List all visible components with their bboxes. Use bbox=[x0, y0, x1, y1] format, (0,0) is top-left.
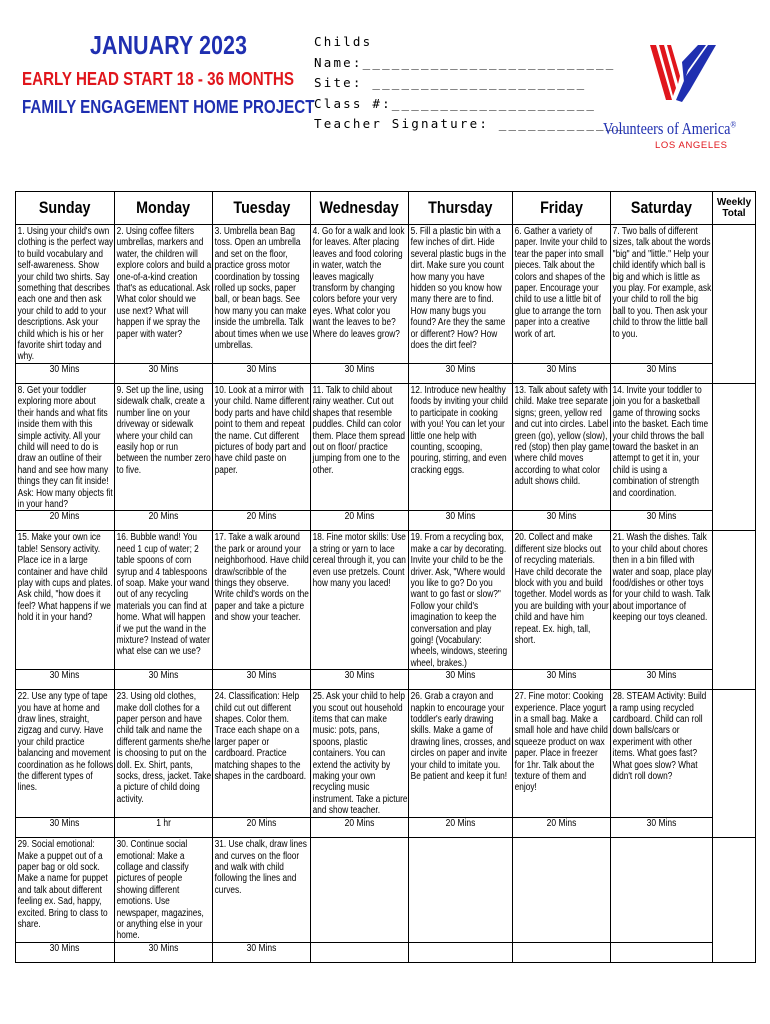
activity-cell bbox=[115, 838, 213, 943]
weekday-header bbox=[16, 192, 115, 225]
activity-text: 26. Grab a crayon and napkin to encourage your toddler's early drawing skills. Make a game of drawing lines, crosses, and circles on paper and invite your child to imitate you. Be patient and keep it fun! bbox=[410, 691, 511, 783]
activity-cell bbox=[311, 838, 409, 943]
activity-cell bbox=[611, 225, 713, 364]
activity-cell bbox=[16, 383, 115, 510]
activity-text: 16. Bubble wand! You need 1 cup of water; 2 table spoons of corn syrup and 4 tablespoons of soap. Make your wand out of any recycling materials you can find at home. What will happen if we put the wand in the mixture? Instead of water what else can we use? bbox=[116, 532, 210, 658]
minutes-label: 30 Mins bbox=[344, 670, 375, 682]
activity-cell bbox=[409, 225, 513, 364]
minutes-cell bbox=[611, 942, 713, 962]
program-subtitle: EARLY HEAD START 18 - 36 MONTHS bbox=[22, 68, 294, 89]
day-name: Saturday bbox=[630, 198, 693, 217]
minutes-cell bbox=[311, 942, 409, 962]
activity-cell bbox=[16, 225, 115, 364]
activity-text: 10. Look at a mirror with your child. Name different body parts and have child point to them and repeat the name. Cut different pictures of body part and have child paste on paper. bbox=[214, 384, 310, 476]
info-line: Site: ______________________ bbox=[314, 75, 587, 90]
minutes-cell bbox=[513, 942, 611, 962]
activity-text: 31. Use chalk, draw lines and curves on the floor and walk with child following the lines and curves. bbox=[214, 839, 307, 896]
minutes-cell bbox=[513, 818, 611, 838]
weekly-total-cell[interactable] bbox=[713, 838, 756, 963]
minutes-cell bbox=[16, 670, 115, 690]
minutes-cell bbox=[311, 363, 409, 383]
minutes-cell bbox=[409, 818, 513, 838]
activity-text: 24. Classification: Help child cut out different shapes. Color them. Trace each shape on a larger paper or cardboard. Practice matching shapes to the shapes in the cardboard. bbox=[214, 691, 307, 783]
minutes-label: 30 Mins bbox=[246, 942, 277, 954]
minutes-row bbox=[16, 942, 756, 962]
activity-row bbox=[16, 531, 756, 670]
day-name: Monday bbox=[136, 198, 191, 217]
page-title: JANUARY 2023 bbox=[90, 30, 248, 60]
calendar-table bbox=[15, 191, 756, 963]
activity-cell bbox=[611, 531, 713, 670]
minutes-label: 30 Mins bbox=[148, 670, 179, 682]
minutes-row bbox=[16, 363, 756, 383]
activity-cell bbox=[16, 838, 115, 943]
activity-text: 27. Fine motor: Cooking experience. Place yogurt in a small bag. Make a small hole and have child squeeze product on wax paper. Place in freezer for 1hr. Talk about the texture of them and enjoy! bbox=[514, 691, 608, 794]
activity-text: 2. Using coffee filters umbrellas, markers and water, the children will explore colors and build a one-of-a-kind creation that's as educational. Ask What color should we use next? What will happen if we spray the paper with water? bbox=[116, 226, 212, 340]
weekday-header-row bbox=[16, 192, 756, 225]
weekday-header bbox=[213, 192, 311, 225]
minutes-label: 30 Mins bbox=[646, 363, 677, 375]
activity-text: 28. STEAM Activity: Build a ramp using recycled cardboard. Child can roll down balls/cars or experiment with other items. What goes fast? What goes slow? What didn't roll down? bbox=[612, 691, 707, 783]
minutes-cell bbox=[213, 818, 311, 838]
activity-cell bbox=[513, 383, 611, 510]
minutes-label: 1 hr bbox=[156, 818, 171, 830]
weekday-header bbox=[409, 192, 513, 225]
minutes-label: 30 Mins bbox=[246, 363, 277, 375]
activity-text: 12. Introduce new healthy foods by inviting your child to participate in cooking with you! You can let your little one help with counting, scooping, pouring, stirring, and even cracking eggs. bbox=[410, 384, 509, 476]
minutes-cell bbox=[611, 818, 713, 838]
minutes-cell bbox=[213, 670, 311, 690]
minutes-label: 20 Mins bbox=[445, 818, 476, 830]
weekday-header bbox=[611, 192, 713, 225]
activity-text: 14. Invite your toddler to join you for a basketball game of throwing socks into the basket. Each time your child throws the ball toward the basket in an attempt to get it in, your child is using a combination of strength and coordination. bbox=[612, 384, 709, 499]
minutes-label: 30 Mins bbox=[50, 363, 80, 375]
activity-cell bbox=[213, 225, 311, 364]
minutes-cell bbox=[16, 942, 115, 962]
minutes-label: 30 Mins bbox=[646, 818, 677, 830]
activity-cell bbox=[409, 690, 513, 818]
minutes-label: 20 Mins bbox=[546, 818, 577, 830]
minutes-label: 30 Mins bbox=[148, 942, 179, 954]
logo-location: LOS ANGELES bbox=[655, 140, 728, 151]
minutes-cell bbox=[115, 670, 213, 690]
activity-cell bbox=[311, 383, 409, 510]
minutes-row bbox=[16, 511, 756, 531]
minutes-cell bbox=[311, 818, 409, 838]
minutes-label: 20 Mins bbox=[246, 511, 277, 523]
activity-cell bbox=[213, 531, 311, 670]
minutes-cell bbox=[16, 818, 115, 838]
activity-cell bbox=[213, 690, 311, 818]
minutes-label: 30 Mins bbox=[148, 363, 179, 375]
minutes-label: 30 Mins bbox=[646, 670, 677, 682]
activity-cell bbox=[311, 531, 409, 670]
minutes-cell bbox=[115, 363, 213, 383]
activity-row bbox=[16, 838, 756, 943]
minutes-label: 20 Mins bbox=[246, 818, 277, 830]
weekly-total-cell[interactable] bbox=[713, 531, 756, 690]
activity-cell bbox=[409, 531, 513, 670]
activity-cell bbox=[213, 838, 311, 943]
activity-row bbox=[16, 690, 756, 818]
activity-cell bbox=[409, 383, 513, 510]
activity-cell bbox=[115, 690, 213, 818]
activity-cell bbox=[611, 690, 713, 818]
activity-cell bbox=[409, 838, 513, 943]
minutes-label: 30 Mins bbox=[445, 670, 476, 682]
activity-cell bbox=[16, 690, 115, 818]
minutes-label: 30 Mins bbox=[50, 670, 80, 682]
weekly-total-cell[interactable] bbox=[713, 690, 756, 838]
minutes-cell bbox=[213, 942, 311, 962]
activity-text: 8. Get your toddler exploring more about their hands and what fits inside them with this simple activity. All your child will need to do is draw an outline of their hand and see how many things they can fit inside! Ask: How many objects fit in your hand? bbox=[17, 384, 113, 510]
activity-cell bbox=[513, 690, 611, 818]
weekday-header bbox=[311, 192, 409, 225]
minutes-label: 30 Mins bbox=[546, 363, 577, 375]
minutes-cell bbox=[213, 511, 311, 531]
activity-text: 18. Fine motor skills: Use a string or yarn to lace cereal through it, you can even use pretzels. Count how many you laced! bbox=[312, 532, 406, 589]
minutes-label: 30 Mins bbox=[246, 670, 277, 682]
day-name: Wednesday bbox=[319, 198, 400, 217]
activity-text: 19. From a recycling box, make a car by decorating. Invite your child to be the driver. Ask, "Where would you like to go? Do you want to go fast or slow?" Follow your child's imagination to keep the conversation and play going! (Vocabulary: wheels, windows, steering wheel, brakes.) bbox=[410, 532, 508, 669]
minutes-label: 30 Mins bbox=[546, 511, 577, 523]
minutes-label: 30 Mins bbox=[50, 818, 80, 830]
activity-cell bbox=[611, 838, 713, 943]
day-name: Tuesday bbox=[233, 198, 290, 217]
info-line: Name:__________________________ bbox=[314, 54, 616, 70]
minutes-label: 30 Mins bbox=[546, 670, 577, 682]
activity-text: 11. Talk to child about rainy weather. Cut out shapes that resemble puddles. Child can color them. Place them spread out on floor/ practice jumping from one to the other. bbox=[312, 384, 405, 476]
minutes-cell bbox=[213, 363, 311, 383]
activity-cell bbox=[611, 383, 713, 510]
minutes-cell bbox=[115, 818, 213, 838]
day-name: Friday bbox=[540, 198, 583, 217]
day-name: Thursday bbox=[428, 198, 493, 217]
weekday-header bbox=[513, 192, 611, 225]
logo-name-text: Volunteers of America bbox=[603, 119, 731, 138]
activity-text: 13. Talk about safety with child. Make tree separate signs; green, yellow red and cut into circles. Label green (go), yellow (slow), red (stop) then play game where child moves according to what color adult shows child. bbox=[514, 384, 610, 488]
activity-cell bbox=[213, 383, 311, 510]
minutes-cell bbox=[115, 511, 213, 531]
activity-text: 1. Using your child's own clothing is the perfect way to build vocabulary and self-awareness. Show your child two shirts. Say something that describes each one and then ask your child to add to your descriptions. Ask your child which is his or her favorite shirt today and why. bbox=[17, 226, 114, 363]
activity-cell bbox=[115, 531, 213, 670]
activity-text: 6. Gather a variety of paper. Invite your child to tear the paper into small pieces. Talk about the colors and shapes of the paper. Encourage your child to use a little bit of glue to arrange the torn paper into a creative work of art. bbox=[514, 226, 607, 340]
weekday-header bbox=[115, 192, 213, 225]
minutes-label: 20 Mins bbox=[344, 511, 375, 523]
minutes-cell bbox=[16, 363, 115, 383]
activity-text: 4. Go for a walk and look for leaves. After placing leaves and food coloring in water, watch the leaves magically transform by changing colors before your very eyes. What color you want the leaves to be? Where do leaves grow? bbox=[312, 226, 405, 340]
minutes-label: 30 Mins bbox=[646, 511, 677, 523]
day-name: Sunday bbox=[39, 198, 91, 217]
activity-text: 7. Two balls of different sizes, talk about the words "big" and "little." Help your child identify which ball is big and which is little as you play. For example, ask your child to roll the big ball to you. Then ask your child to throw the little ball to you. bbox=[612, 226, 712, 340]
activity-row bbox=[16, 225, 756, 364]
minutes-cell bbox=[16, 511, 115, 531]
minutes-cell bbox=[409, 511, 513, 531]
weekly-total-cell[interactable] bbox=[713, 383, 756, 530]
activity-text: 30. Continue social emotional: Make a collage and classify pictures of people showing different emotions. Use newspaper, magazines, or anything else in your home. bbox=[116, 839, 204, 942]
minutes-label: 30 Mins bbox=[445, 511, 476, 523]
activity-cell bbox=[311, 690, 409, 818]
minutes-cell bbox=[513, 363, 611, 383]
activity-cell bbox=[311, 225, 409, 364]
minutes-row bbox=[16, 670, 756, 690]
activity-text: 3. Umbrella bean Bag toss. Open an umbrella and set on the floor, practice gross motor coordination by tossing rolled up socks, paper ball, or bean bags. See how many you can make inside the umbrella. Talk about times when we use umbrellas. bbox=[214, 226, 309, 352]
registered-mark: ® bbox=[730, 119, 737, 130]
minutes-cell bbox=[115, 942, 213, 962]
activity-text: 17. Take a walk around the park or around your neighborhood. Have child draw/scribble of the things they observe. Write child's words on the paper and take a picture and show your teacher. bbox=[214, 532, 309, 624]
minutes-label: 30 Mins bbox=[50, 942, 80, 954]
activity-cell bbox=[513, 225, 611, 364]
activity-text: 15. Make your own ice table! Sensory activity. Place ice in a large container and have child play with cups and plates. Ask child, "how does it feel? What happens if we hold it in your hand? bbox=[17, 532, 113, 624]
child-info-block bbox=[314, 32, 625, 135]
activity-text bbox=[409, 838, 513, 839]
activity-text: 22. Use any type of tape you have at home and draw lines, straight, zigzag and curvy. Have your child practice balancing and movement coordination as he follows the different types of lines. bbox=[17, 691, 114, 794]
weekly-total-cell[interactable] bbox=[713, 225, 756, 384]
minutes-cell bbox=[409, 942, 513, 962]
activity-cell bbox=[16, 531, 115, 670]
minutes-cell bbox=[409, 670, 513, 690]
activity-text: 21. Wash the dishes. Talk to your child about chores then in a bin filled with water and soap, place play food/dishes or other toys for your child to wash. Talk about importance of keeping our toys cleaned. bbox=[612, 532, 712, 624]
minutes-cell bbox=[311, 511, 409, 531]
minutes-row bbox=[16, 818, 756, 838]
minutes-cell bbox=[611, 363, 713, 383]
activity-text bbox=[311, 838, 409, 839]
logo-name bbox=[603, 119, 736, 139]
activity-text bbox=[513, 838, 611, 839]
minutes-label: 30 Mins bbox=[344, 363, 375, 375]
minutes-label: 20 Mins bbox=[50, 511, 80, 523]
activity-text bbox=[611, 838, 713, 839]
minutes-cell bbox=[409, 363, 513, 383]
project-subtitle: FAMILY ENGAGEMENT HOME PROJECT bbox=[22, 96, 315, 117]
minutes-cell bbox=[611, 511, 713, 531]
minutes-cell bbox=[513, 511, 611, 531]
activity-text: 25. Ask your child to help you scout out household items that can make music: pots, pans, spoons, plastic containers. You can extend the activity by making your own recycling music instrument. Take a picture and show teacher. bbox=[312, 691, 408, 817]
activity-text: 20. Collect and make different size blocks out of recycling materials. Have child decorate the block with you and build together. Model words as you are building with your child and have him repeat. Ex. high, tall, short. bbox=[514, 532, 609, 646]
minutes-cell bbox=[513, 670, 611, 690]
weekly-total-header: Weekly Total bbox=[713, 192, 756, 225]
minutes-label: 20 Mins bbox=[344, 818, 375, 830]
activity-cell bbox=[513, 838, 611, 943]
activity-text: 9. Set up the line, using sidewalk chalk, create a number line on your driveway or sidewalk where your child can easily hop or run between the number zero to five. bbox=[116, 384, 211, 476]
activity-row bbox=[16, 383, 756, 510]
activity-text: 5. Fill a plastic bin with a few inches of dirt. Hide several plastic bugs in the dirt. Make sure you count how many you have hidden so you know how many there are to find. How many bugs you found? Are they the same or different? How? How does the dirt feel? bbox=[410, 226, 507, 352]
minutes-label: 30 Mins bbox=[445, 363, 476, 375]
info-line: Childs bbox=[314, 34, 373, 49]
activity-cell bbox=[115, 225, 213, 364]
activity-cell bbox=[115, 383, 213, 510]
info-line: Class #:_____________________ bbox=[314, 95, 597, 111]
activity-text: 29. Social emotional: Make a puppet out of a paper bag or old sock. Make a name for puppet and talk about different feeling ex. Sad, happy, excited. Bring to class to share. bbox=[17, 839, 108, 931]
minutes-label: 20 Mins bbox=[148, 511, 179, 523]
minutes-cell bbox=[311, 670, 409, 690]
info-line: Teacher Signature: _____________ bbox=[314, 116, 626, 131]
activity-text: 23. Using old clothes, make doll clothes for a paper person and have child talk and name the different garments she/he is choosing to put on the doll. Ex. Shirt, pants, socks, dress, jacket. Take a picture of child doing activity. bbox=[116, 691, 212, 805]
minutes-cell bbox=[611, 670, 713, 690]
activity-cell bbox=[513, 531, 611, 670]
